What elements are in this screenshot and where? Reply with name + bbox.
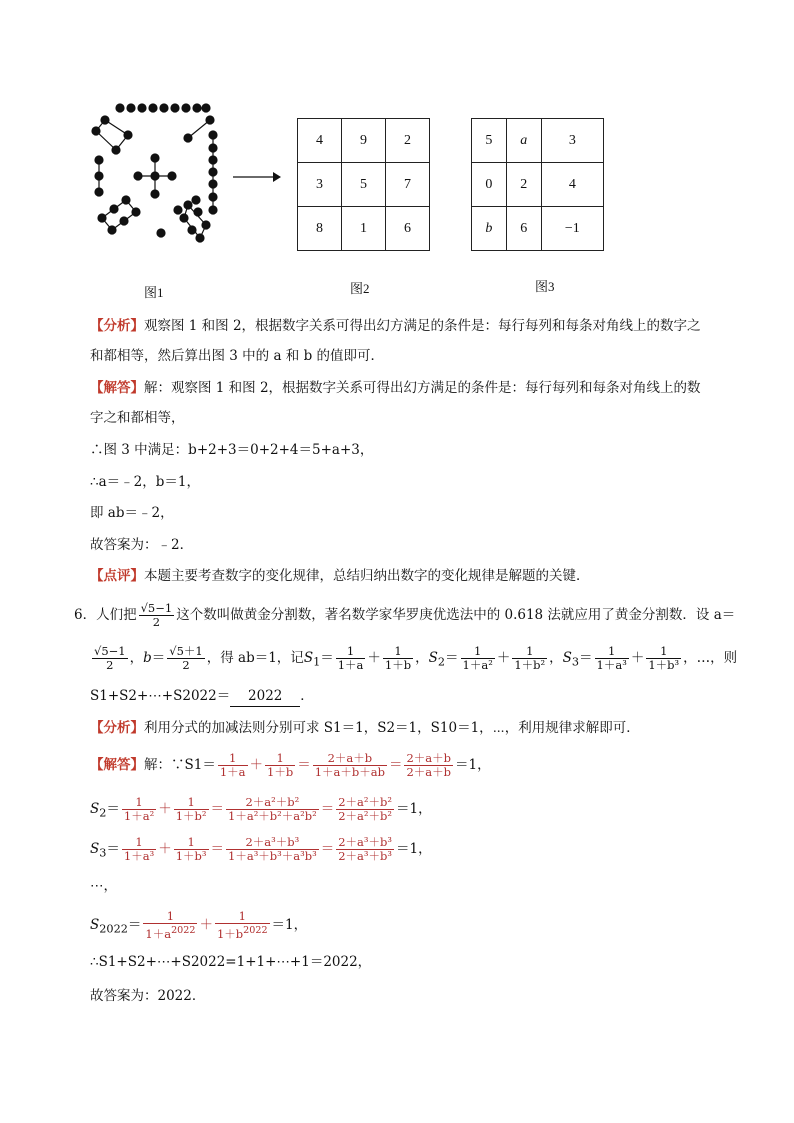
q6-answer-s2022: $S_{2022}=$ $\frac{1}{1+a^{2022}}$ ＋ $\frac{1}{1+b^{2022}}$ ＝1，	[90, 909, 308, 941]
q6-ellipsis: ⋯，	[90, 878, 117, 894]
figure-2-magic-square	[297, 118, 430, 251]
grid-cell: −1	[541, 207, 603, 251]
grid-cell: 6	[506, 207, 541, 251]
grid-cell: 2	[506, 163, 541, 207]
q5-analysis-line-1: 【分析】观察图 1 和图 2，根据数字关系可得出幻方满足的条件是：每行每列和每条对角线上的数字之	[90, 318, 701, 334]
q5-answer-line-1: 【解答】解：观察图 1 和图 2，根据数字关系可得出幻方满足的条件是：每行每列和每条对角线上的数	[90, 380, 701, 396]
grid-cell: 4	[541, 163, 603, 207]
arrow-right-icon	[233, 170, 281, 184]
q6-sum-line: ∴S1+S2+⋯+S2022=1+1+⋯+1＝2022，	[90, 954, 372, 970]
q5-comment: 【点评】本题主要考查数字的变化规律，总结归纳出数字的变化规律是解题的关键．	[90, 568, 590, 584]
q5-step-1: ∴图 3 中满足：b+2+3＝0+2+4＝5+a+3，	[90, 442, 374, 458]
golden-ratio-fraction: $\frac{√5-1}{2}$	[140, 601, 173, 629]
q6-answer-s2: $S_2=$ $\frac{1}{\text{1＋a²}}$ ＋ $\frac{1}{\text{1＋b²}}$ ＝ $\frac{\text{2＋a²＋b²}}{\text{1＋a²＋b²＋a²b²}}$ ＝ $\frac{\text{2＋a²＋b²}}{\text{2＋a²＋b²}}$ ＝1，	[90, 795, 432, 823]
grid-cell: 2	[386, 119, 430, 163]
q6-definition-line: $\frac{√5-1}{2}$ ，b＝ $\frac{√5+1}{2}$ ，得 ab＝1，记$S_1=$ $\frac{1}{1+a}$ ＋ $\frac{1}{1+b}$ ，$S_2=$ $\frac{1}{\text{1＋a²}}$ ＋ $\frac{1}{\text{1＋b²}}$ ，$S_3=$ $\frac{1}{\text{1＋a³}}$ ＋ $\frac{1}{\text{1＋b³}}$ ，…，则	[94, 644, 738, 672]
grid-cell: 8	[298, 207, 342, 251]
q6-question-line: S1+S2+⋯+S2022＝ 2022 ．	[90, 686, 314, 707]
figure-1-luoshu	[88, 100, 228, 245]
q5-answer-line-2: 字之和都相等，	[90, 410, 185, 426]
grid-cell: 3	[298, 163, 342, 207]
grid-cell: b	[472, 207, 507, 251]
grid-cell: 1	[342, 207, 386, 251]
q5-step-3: 即 ab＝﹣2，	[90, 505, 174, 521]
figure-3-magic-square	[471, 118, 604, 251]
q5-step-2: ∴a＝﹣2，b＝1，	[90, 474, 200, 490]
grid-cell: 5	[342, 163, 386, 207]
figure-3-caption: 图3	[535, 279, 555, 294]
figure-1-caption: 图1	[144, 285, 164, 300]
grid-cell: 6	[386, 207, 430, 251]
q5-analysis-line-2: 和都相等，然后算出图 3 中的 a 和 b 的值即可．	[90, 348, 385, 364]
q6-final: 故答案为：2022．	[90, 988, 206, 1004]
grid-cell: 3	[541, 119, 603, 163]
grid-cell: 4	[298, 119, 342, 163]
grid-cell: 0	[472, 163, 507, 207]
grid-cell: 5	[472, 119, 507, 163]
grid-cell: 9	[342, 119, 386, 163]
q6-intro-line: 6．人们把 $\frac{√5-1}{2}$ 这个数叫做黄金分割数，著名数学家华罗庚优选法中的 0.618 法就应用了黄金分割数．设 a＝	[74, 601, 736, 629]
grid-cell: 7	[386, 163, 430, 207]
q6-answer-s3: $S_3=$ $\frac{1}{\text{1＋a³}}$ ＋ $\frac{1}{\text{1＋b³}}$ ＝ $\frac{\text{2＋a³＋b³}}{\text{1＋a³＋b³＋a³b³}}$ ＝ $\frac{\text{2＋a³＋b³}}{\text{2＋a³＋b³}}$ ＝1，	[90, 835, 432, 863]
figure-2-caption: 图2	[350, 281, 370, 296]
grid-cell: a	[506, 119, 541, 163]
q5-step-4: 故答案为：﹣2．	[90, 537, 194, 553]
q6-answer-s1: 【解答】解：∵S1＝ $\frac{1}{1+a}$ ＋ $\frac{1}{1+b}$ ＝ $\frac{2+a+b}{1+a+b+ab}$ ＝ $\frac{2+a+b}{2+a+b}$ ＝1，	[90, 751, 491, 779]
answer-blank: 2022	[230, 686, 300, 707]
q6-analysis: 【分析】利用分式的加减法则分别可求 S1＝1，S2＝1，S10＝1，⋯，利用规律求解即可．	[90, 720, 640, 736]
